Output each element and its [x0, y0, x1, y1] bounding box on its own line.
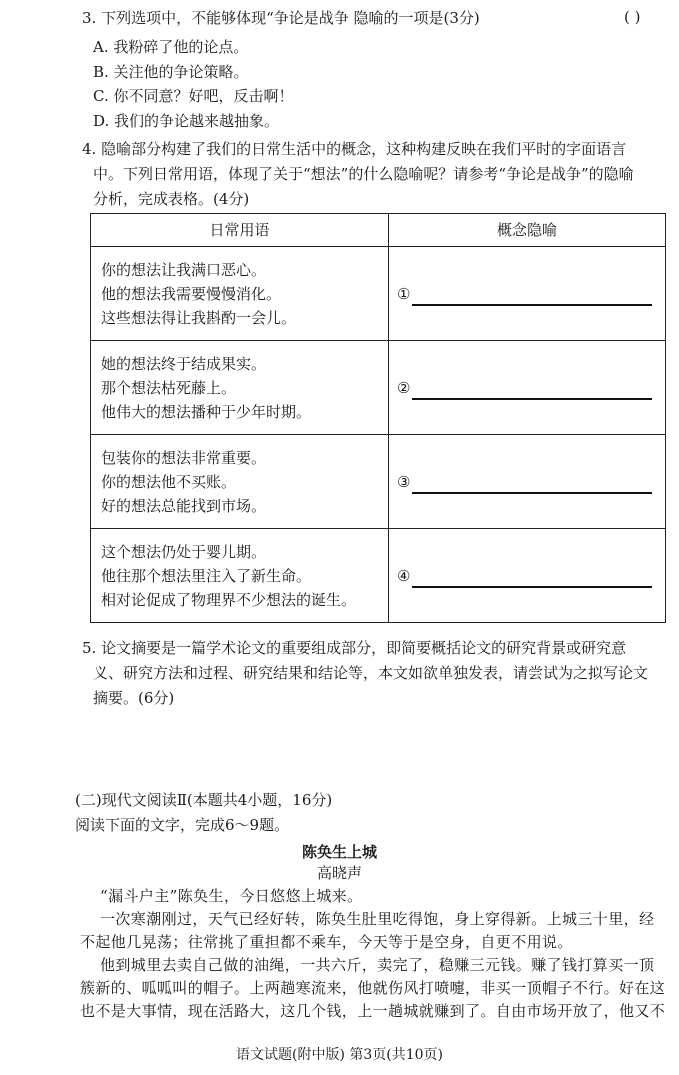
answer-cell-2[interactable]: [389, 341, 666, 435]
phrases-cell: [91, 529, 389, 623]
blank-marker: ④: [397, 566, 411, 585]
question-5-line: 5. 论文摘要是一篇学术论文的重要组成部分，即简要概括论文的研究背景或研究意: [82, 639, 627, 657]
page-footer: 语文试题(附中版) 第3页(共10页): [235, 1047, 444, 1063]
metaphor-table: [90, 213, 666, 623]
option-c: C. 你不同意？好吧，反击啊！: [93, 87, 294, 105]
phrase: 他往那个想法里注入了新生命。: [101, 566, 312, 585]
answer-cell-3[interactable]: [389, 435, 666, 529]
question-4-stem: [82, 137, 667, 212]
question-5-line: 义、研究方法和过程、研究结果和结论等，本文如欲单独发表，请尝试为之拟写论文: [93, 664, 649, 682]
question-4-line: 4. 隐喻部分构建了我们的日常生活中的概念，这种构建反映在我们平时的字面语言: [82, 140, 627, 158]
blank-marker: ②: [397, 378, 411, 397]
question-4-line: 分析，完成表格。(4分): [93, 190, 250, 208]
table-row: [91, 247, 666, 341]
story-line: 不起他几晃荡；往常挑了重担都不乘车，今天等于是空身，自更不用说。: [80, 933, 573, 951]
table-row: [91, 341, 666, 435]
phrase: 你的想法让我满口恶心。: [101, 260, 267, 279]
phrase: 她的想法终于结成果实。: [101, 354, 267, 373]
answer-blank-line[interactable]: [412, 572, 652, 588]
phrase: 相对论促成了物理界不少想法的诞生。: [101, 590, 357, 609]
phrase: 那个想法枯死藤上。: [101, 378, 237, 397]
story-line: “漏斗户主”陈奂生，今日悠悠上城来。: [100, 887, 363, 905]
phrase: 这些想法得让我斟酌一会儿。: [101, 308, 297, 327]
section-heading: (二)现代文阅读Ⅱ(本题共4小题，16分): [75, 791, 333, 809]
option-a: A. 我粉碎了他的论点。: [93, 38, 249, 56]
answer-blank-line[interactable]: [412, 384, 652, 400]
answer-blank-line[interactable]: [412, 478, 652, 494]
story-line: 他到城里去卖自己做的油绳，一共六斤，卖完了，稳赚三元钱。赚了钱打算买一顶: [100, 956, 655, 974]
table-header-row: [91, 214, 666, 247]
story-author: 高晓声: [316, 864, 362, 882]
answer-cell-1[interactable]: [389, 247, 666, 341]
story-line: 簇新的、呱呱叫的帽子。上两趟寒流来，他就伤风打喷嚏，非买一顶帽子不行。好在这: [80, 979, 666, 997]
phrases-cell: [91, 341, 389, 435]
question-5-stem: [82, 636, 667, 711]
story-line: 一次寒潮刚过，天气已经好转，陈奂生肚里吃得饱，身上穿得新。上城三十里，经: [100, 910, 655, 928]
story-text: [80, 885, 670, 1023]
phrase: 这个想法仍处于婴儿期。: [101, 542, 267, 561]
table-row: [91, 435, 666, 529]
blank-marker: ①: [397, 284, 411, 303]
phrases-cell: [91, 247, 389, 341]
answer-blank-line[interactable]: [412, 290, 652, 306]
answer-cell-4[interactable]: [389, 529, 666, 623]
phrase: 你的想法他不买账。: [101, 472, 237, 491]
phrase: 包装你的想法非常重要。: [101, 448, 267, 467]
phrases-cell: [91, 435, 389, 529]
phrase: 他的想法我需要慢慢消化。: [101, 284, 282, 303]
question-5-line: 摘要。(6分): [93, 689, 175, 707]
header-daily-phrases: 日常用语: [91, 214, 389, 247]
story-title: 陈奂生上城: [301, 843, 377, 861]
phrase: 他伟大的想法播种于少年时期。: [101, 402, 312, 421]
option-b: B. 关注他的争论策略。: [93, 63, 249, 81]
phrase: 好的想法总能找到市场。: [101, 496, 267, 515]
section-instruction: 阅读下面的文字，完成6～9题。: [75, 816, 290, 834]
option-d: D. 我们的争论越来越抽象。: [93, 112, 280, 130]
story-line: 也不是大事情，现在活路大，这几个钱，上一趟城就赚到了。自由市场开放了，他又不: [80, 1002, 666, 1020]
header-concept-metaphor: 概念隐喻: [389, 214, 666, 247]
answer-paren: ( ): [624, 8, 641, 26]
question-4-line: 中。下列日常用语，体现了关于“想法”的什么隐喻呢？请参考“争论是战争”的隐喻: [93, 165, 634, 183]
table-row: [91, 529, 666, 623]
question-3-stem: 3. 下列选项中，不能够体现“争论是战争 隐喻的一项是(3分): [82, 9, 480, 27]
blank-marker: ③: [397, 472, 411, 491]
